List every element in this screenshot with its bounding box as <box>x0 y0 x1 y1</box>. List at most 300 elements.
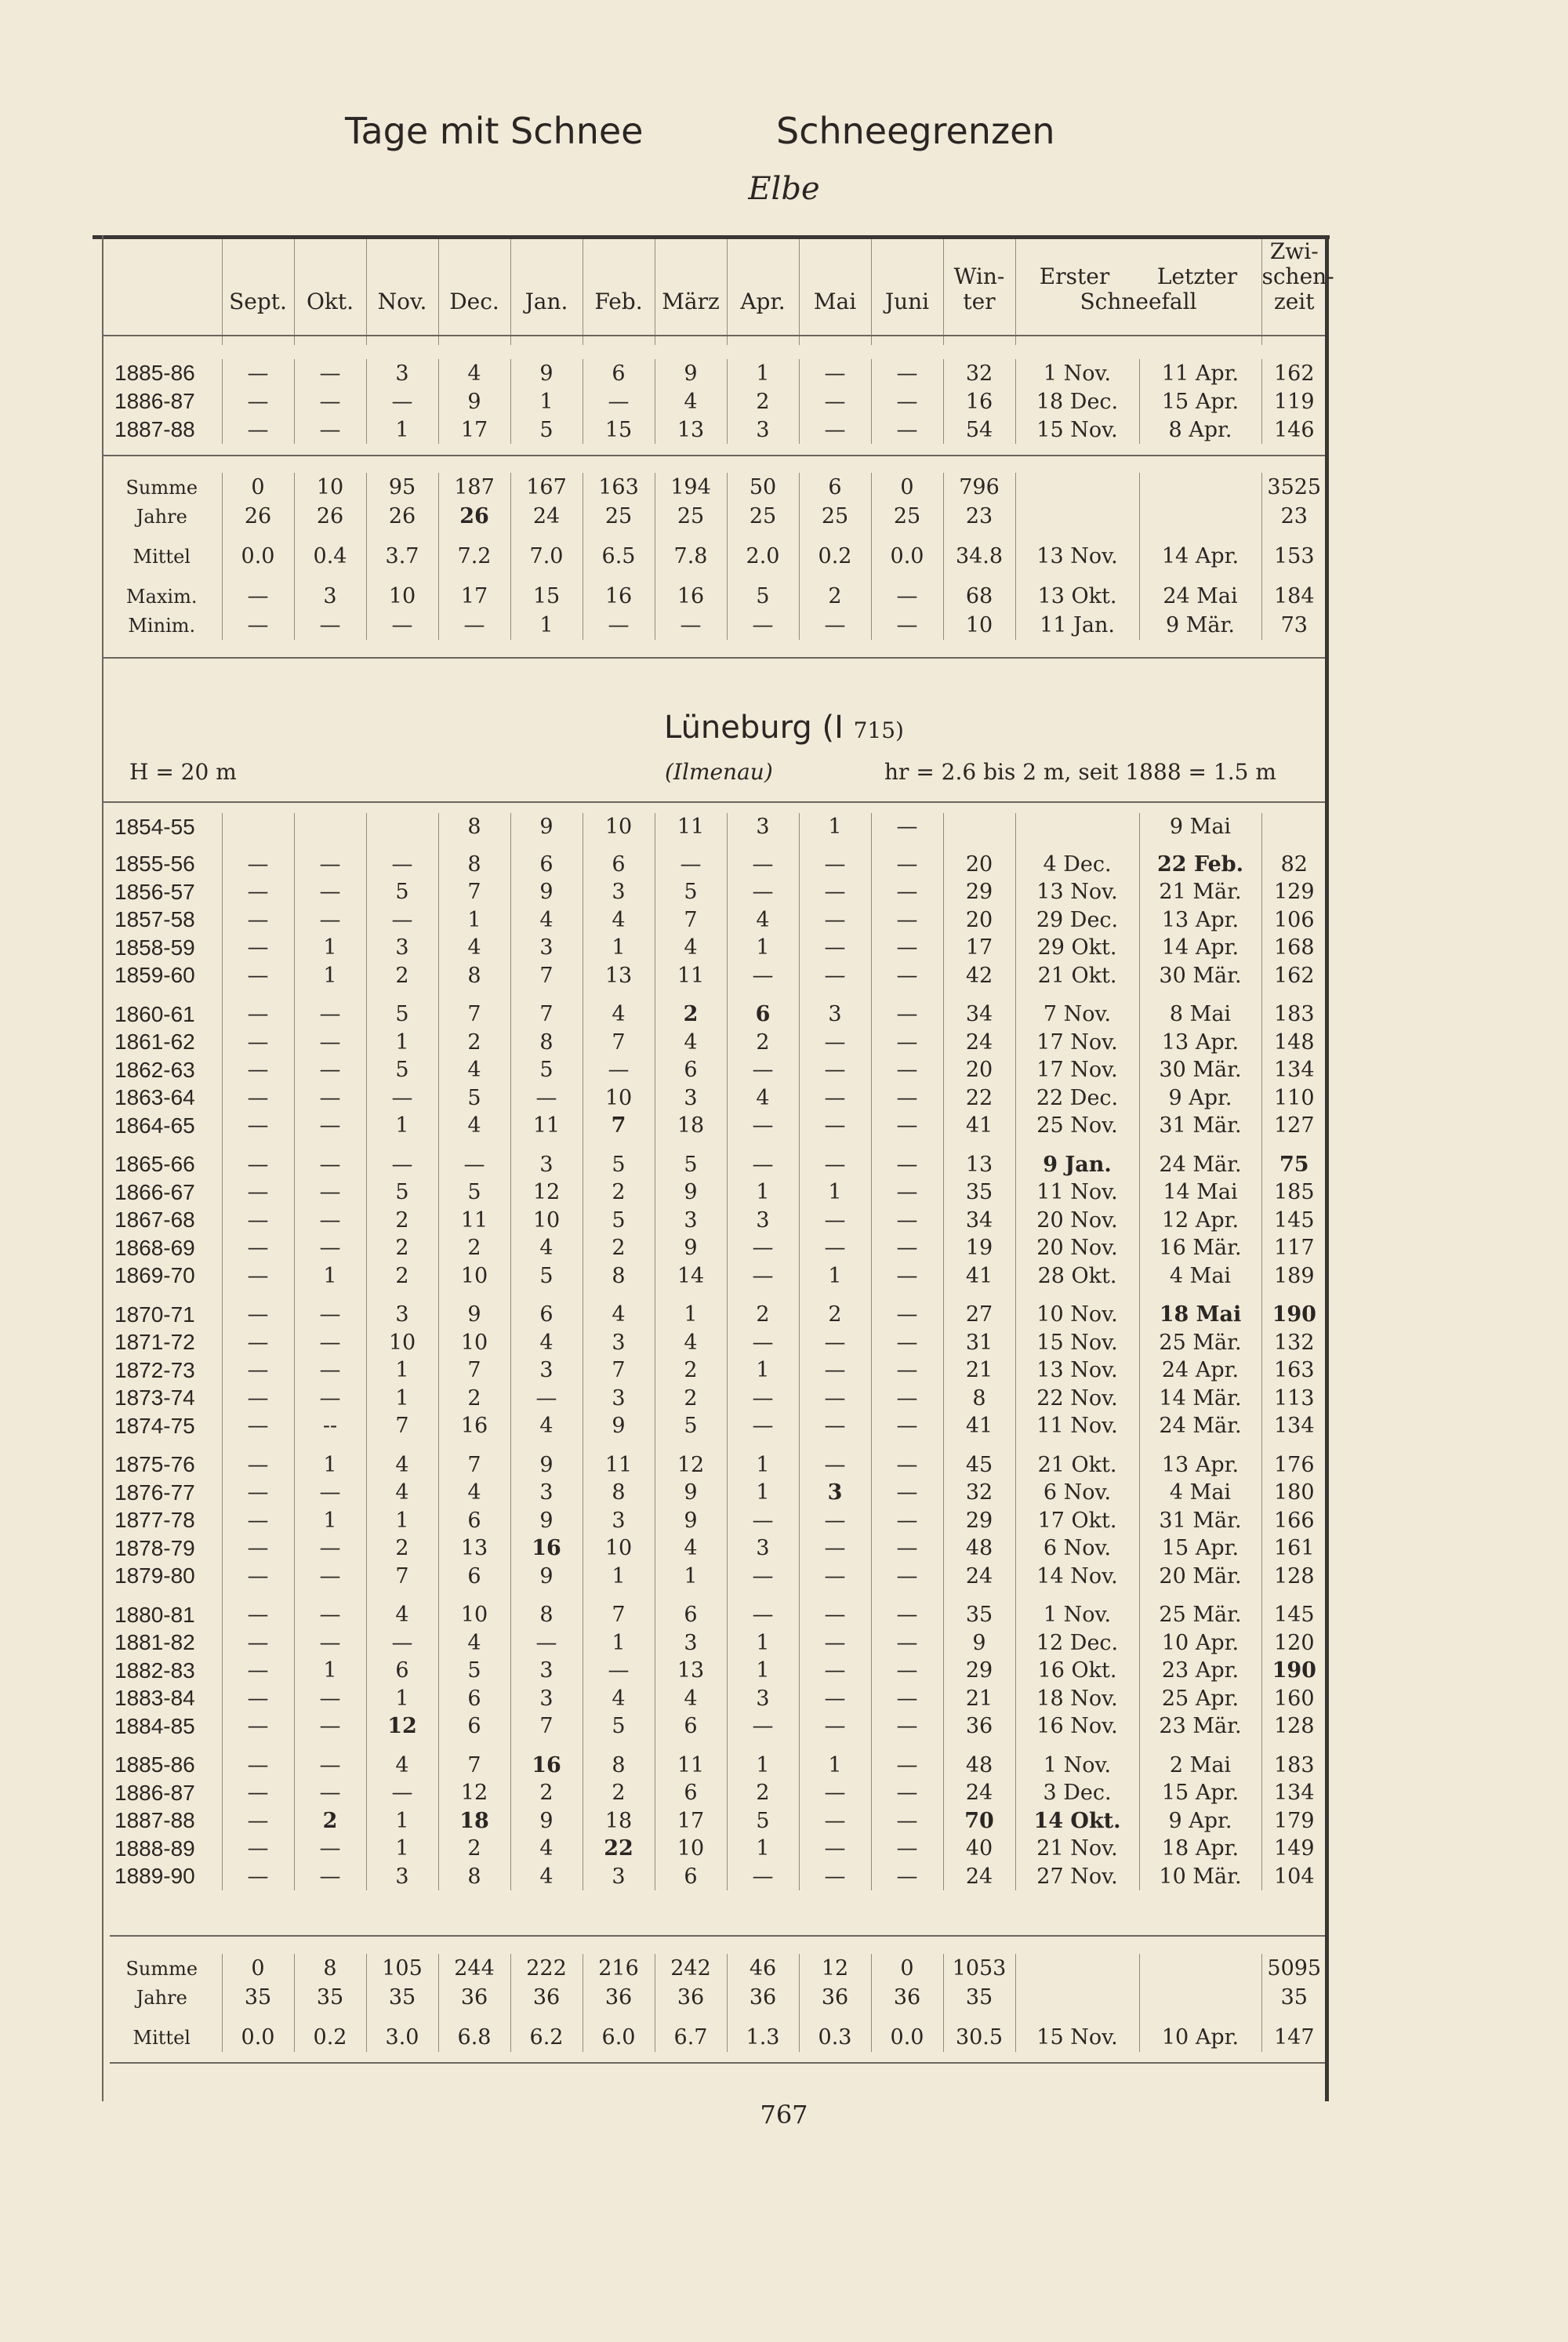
elbe-summary-rule <box>102 657 1325 659</box>
cell-first-snow: 6 Nov. <box>1015 1479 1139 1507</box>
cell-first-snow: 21 Okt. <box>1015 962 1139 990</box>
cell-last-snow: 2 Mai <box>1139 1752 1261 1780</box>
cell-apr: — <box>727 1412 799 1440</box>
cell-jan: 9 <box>510 1807 583 1835</box>
cell-maerz: 7.8 <box>655 542 727 571</box>
cell-okt: — <box>294 1563 366 1591</box>
cell-nov: 3 <box>366 359 438 387</box>
cell-jan: 9 <box>510 1507 583 1535</box>
cell-nov: — <box>366 1151 438 1179</box>
cell-winter: 70 <box>943 1807 1015 1835</box>
cell-nov: 3.7 <box>366 542 438 571</box>
cell-okt: 1 <box>294 1262 366 1291</box>
cell-sept: — <box>222 962 294 990</box>
cell-juni: — <box>871 1207 943 1235</box>
cell-juni: — <box>871 1385 943 1413</box>
header-okt: Okt. <box>294 239 366 345</box>
cell-apr: 1 <box>727 359 799 387</box>
cell-nov: 2 <box>366 1234 438 1262</box>
cell-year: 1888-89 <box>114 1835 195 1861</box>
cell-jan: 16 <box>510 1752 583 1780</box>
cell-year: 1880-81 <box>114 1602 195 1627</box>
cell-jan: 4 <box>510 1234 583 1262</box>
header-year <box>102 239 222 345</box>
cell-apr: 3 <box>727 416 799 444</box>
cell-juni: — <box>871 1084 943 1113</box>
cell-jan: 4 <box>510 1329 583 1357</box>
table-row <box>102 359 1327 387</box>
cell-sept: 0.0 <box>222 2023 294 2052</box>
cell-jan: 15 <box>510 582 583 611</box>
cell-year: 1883-84 <box>114 1686 195 1711</box>
cell-sept: — <box>222 1385 294 1413</box>
cell-mai: — <box>799 1807 871 1835</box>
cell-apr: 50 <box>727 473 799 502</box>
cell-apr: 3 <box>727 1534 799 1563</box>
cell-winter: 34.8 <box>943 542 1015 571</box>
cell-last-snow: 21 Mär. <box>1139 878 1261 906</box>
cell-sept: — <box>222 1601 294 1629</box>
cell-last-snow: 22 Feb. <box>1139 851 1261 879</box>
cell-feb: 2 <box>583 1779 655 1807</box>
cell-first-snow: 4 Dec. <box>1015 851 1139 879</box>
cell-dec: 10 <box>438 1601 510 1629</box>
cell-dec: 4 <box>438 359 510 387</box>
cell-interval: 183 <box>1261 1752 1327 1780</box>
cell-last-snow: 12 Apr. <box>1139 1207 1261 1235</box>
cell-interval: 190 <box>1261 1657 1327 1685</box>
cell-nov: 2 <box>366 1262 438 1291</box>
cell-last-snow: 24 Mär. <box>1139 1151 1261 1179</box>
cell-apr: 1 <box>727 1479 799 1507</box>
cell-maerz: 9 <box>655 1479 727 1507</box>
cell-mai: — <box>799 1534 871 1563</box>
table-row <box>102 473 1327 502</box>
cell-mai: — <box>799 1029 871 1057</box>
cell-first-snow: 15 Nov. <box>1015 2023 1139 2052</box>
cell-dec: 8 <box>438 813 510 841</box>
cell-juni: — <box>871 1029 943 1057</box>
cell-last-snow: 14 Mai <box>1139 1178 1261 1207</box>
cell-year: 1866-67 <box>114 1179 195 1204</box>
cell-apr: — <box>727 1507 799 1535</box>
cell-sept: — <box>222 1629 294 1658</box>
cell-dec: 4 <box>438 1479 510 1507</box>
cell-winter: 35 <box>943 1983 1015 2012</box>
cell-dec: 18 <box>438 1807 510 1835</box>
cell-feb: 6 <box>583 359 655 387</box>
cell-dec: 26 <box>438 502 510 531</box>
cell-okt: — <box>294 1178 366 1207</box>
cell-apr: 1 <box>727 1835 799 1863</box>
cell-sept: — <box>222 1752 294 1780</box>
cell-maerz: 5 <box>655 1151 727 1179</box>
cell-dec: 12 <box>438 1779 510 1807</box>
cell-feb: 3 <box>583 1329 655 1357</box>
cell-jan: 10 <box>510 1207 583 1235</box>
cell-last-snow: 15 Apr. <box>1139 1779 1261 1807</box>
cell-nov: 1 <box>366 416 438 444</box>
cell-okt: 1 <box>294 1451 366 1480</box>
cell-dec: 10 <box>438 1329 510 1357</box>
cell-first-snow: 3 Dec. <box>1015 1779 1139 1807</box>
cell-winter: 36 <box>943 1712 1015 1741</box>
cell-okt: 0.2 <box>294 2023 366 2052</box>
cell-apr: — <box>727 1112 799 1140</box>
cell-okt: 8 <box>294 1954 366 1983</box>
table-row <box>102 851 1327 879</box>
cell-jan: 5 <box>510 1056 583 1084</box>
cell-first-snow: 11 Jan. <box>1015 611 1139 640</box>
cell-first-snow: 27 Nov. <box>1015 1863 1139 1891</box>
cell-juni: — <box>871 1779 943 1807</box>
cell-jan: 7 <box>510 962 583 990</box>
lueneburg-bottom-rule <box>110 2062 1325 2064</box>
cell-year: 1856-57 <box>114 879 195 904</box>
cell-feb: 15 <box>583 416 655 444</box>
cell-okt: — <box>294 1029 366 1057</box>
title-snow-days: Tage mit Schnee <box>345 110 644 152</box>
cell-mai: 1 <box>799 1178 871 1207</box>
cell-mai: — <box>799 1207 871 1235</box>
cell-sept: — <box>222 1863 294 1891</box>
cell-dec: 9 <box>438 387 510 416</box>
cell-juni: — <box>871 359 943 387</box>
cell-juni: — <box>871 1685 943 1713</box>
table-row <box>102 1954 1327 1983</box>
cell-nov: 2 <box>366 962 438 990</box>
cell-maerz: 16 <box>655 582 727 611</box>
cell-feb: 22 <box>583 1835 655 1863</box>
cell-maerz: 194 <box>655 473 727 502</box>
cell-maerz: 25 <box>655 502 727 531</box>
table-row <box>102 1563 1327 1591</box>
cell-apr: — <box>727 1329 799 1357</box>
cell-first-snow: 13 Nov. <box>1015 1356 1139 1385</box>
cell-sept: — <box>222 1412 294 1440</box>
cell-feb: 5 <box>583 1151 655 1179</box>
cell-last-snow: 30 Mär. <box>1139 962 1261 990</box>
cell-sept: — <box>222 611 294 640</box>
table-row <box>102 502 1327 531</box>
cell-winter: 20 <box>943 851 1015 879</box>
cell-last-snow: 25 Apr. <box>1139 1685 1261 1713</box>
cell-maerz: 13 <box>655 416 727 444</box>
cell-interval: 162 <box>1261 962 1327 990</box>
cell-juni: — <box>871 1507 943 1535</box>
cell-year: 1873-74 <box>114 1385 195 1411</box>
cell-dec: 17 <box>438 416 510 444</box>
cell-year: 1885-86 <box>114 361 195 385</box>
cell-jan: 4 <box>510 906 583 935</box>
cell-first-snow: 13 Nov. <box>1015 542 1139 571</box>
cell-sept: — <box>222 934 294 962</box>
cell-interval: 127 <box>1261 1112 1327 1140</box>
cell-dec: 36 <box>438 1983 510 2012</box>
cell-juni: 36 <box>871 1983 943 2012</box>
cell-nov: 3 <box>366 934 438 962</box>
cell-year: 1872-73 <box>114 1357 195 1382</box>
cell-last-snow: 24 Mär. <box>1139 1412 1261 1440</box>
cell-last-snow: 4 Mai <box>1139 1262 1261 1291</box>
cell-juni: — <box>871 1234 943 1262</box>
cell-okt: -- <box>294 1412 366 1440</box>
cell-mai: 0.3 <box>799 2023 871 2052</box>
elbe-data-table <box>102 359 1327 444</box>
cell-jan: 3 <box>510 934 583 962</box>
cell-nov: 4 <box>366 1752 438 1780</box>
cell-dec: 187 <box>438 473 510 502</box>
cell-juni: — <box>871 1000 943 1029</box>
cell-okt: — <box>294 1685 366 1713</box>
cell-apr: 36 <box>727 1983 799 2012</box>
cell-first-snow: 1 Nov. <box>1015 1752 1139 1780</box>
table-row <box>102 1000 1327 1029</box>
cell-apr: 3 <box>727 813 799 841</box>
cell-apr: — <box>727 962 799 990</box>
cell-juni: — <box>871 611 943 640</box>
cell-interval: 147 <box>1261 2023 1327 2052</box>
cell-last-snow <box>1139 502 1261 531</box>
cell-winter: 48 <box>943 1534 1015 1563</box>
cell-winter: 35 <box>943 1178 1015 1207</box>
cell-first-snow: 1 Nov. <box>1015 1601 1139 1629</box>
cell-mai: — <box>799 611 871 640</box>
cell-year: 1863-64 <box>114 1085 195 1110</box>
cell-okt: — <box>294 1712 366 1741</box>
cell-jan: 7.0 <box>510 542 583 571</box>
cell-sept: — <box>222 1479 294 1507</box>
cell-last-snow: 31 Mär. <box>1139 1112 1261 1140</box>
cell-dec: 2 <box>438 1835 510 1863</box>
cell-nov: 1 <box>366 1807 438 1835</box>
cell-nov: 5 <box>366 1000 438 1029</box>
cell-year: 1870-71 <box>114 1302 195 1327</box>
cell-juni: — <box>871 906 943 935</box>
cell-okt: — <box>294 1056 366 1084</box>
table-row <box>102 1507 1327 1535</box>
cell-mai: 3 <box>799 1479 871 1507</box>
cell-mai: — <box>799 1685 871 1713</box>
cell-year: 1860-61 <box>114 1001 195 1026</box>
cell-mai: — <box>799 1712 871 1741</box>
cell-first-snow: 22 Nov. <box>1015 1385 1139 1413</box>
header-rule <box>102 335 1325 336</box>
cell-jan: 9 <box>510 359 583 387</box>
cell-interval: 190 <box>1261 1301 1327 1329</box>
cell-last-snow <box>1139 473 1261 502</box>
cell-nov: 4 <box>366 1451 438 1480</box>
cell-okt: — <box>294 1752 366 1780</box>
cell-last-snow: 24 Apr. <box>1139 1356 1261 1385</box>
cell-apr: 1 <box>727 1629 799 1658</box>
cell-juni: — <box>871 1863 943 1891</box>
cell-apr: 2 <box>727 1779 799 1807</box>
cell-first-snow: 9 Jan. <box>1015 1151 1139 1179</box>
cell-mai: — <box>799 906 871 935</box>
cell-feb: 4 <box>583 1301 655 1329</box>
cell-okt: — <box>294 611 366 640</box>
page-heading <box>0 110 1568 165</box>
cell-sept: — <box>222 1712 294 1741</box>
cell-juni: — <box>871 1629 943 1658</box>
cell-apr: — <box>727 1234 799 1262</box>
cell-apr: 1 <box>727 1752 799 1780</box>
cell-maerz: 4 <box>655 934 727 962</box>
cell-winter: 27 <box>943 1301 1015 1329</box>
cell-okt: — <box>294 1863 366 1891</box>
cell-feb: 8 <box>583 1752 655 1780</box>
page-number: 767 <box>760 2100 808 2130</box>
cell-dec: 13 <box>438 1534 510 1563</box>
cell-winter: 20 <box>943 906 1015 935</box>
cell-jan: 3 <box>510 1151 583 1179</box>
table-row <box>102 1601 1327 1629</box>
cell-first-snow: 28 Okt. <box>1015 1262 1139 1291</box>
cell-last-snow: 8 Mai <box>1139 1000 1261 1029</box>
cell-nov: 105 <box>366 1954 438 1983</box>
cell-okt: — <box>294 851 366 879</box>
header-zwischenzeit: Zwi- schen- zeit <box>1261 239 1327 345</box>
cell-winter: 34 <box>943 1000 1015 1029</box>
cell-dec: 6 <box>438 1563 510 1591</box>
table-row <box>102 542 1327 571</box>
cell-feb: 16 <box>583 582 655 611</box>
cell-sept: 0 <box>222 473 294 502</box>
cell-apr: — <box>727 1151 799 1179</box>
cell-first-snow: 15 Nov. <box>1015 1329 1139 1357</box>
cell-year: 1884-85 <box>114 1713 195 1738</box>
cell-sept: — <box>222 1451 294 1480</box>
cell-maerz: 3 <box>655 1207 727 1235</box>
cell-last-snow: 10 Apr. <box>1139 1629 1261 1658</box>
cell-interval: 110 <box>1261 1084 1327 1113</box>
station-code: 715) <box>853 717 904 743</box>
cell-maerz: 11 <box>655 962 727 990</box>
cell-last-snow: 15 Apr. <box>1139 387 1261 416</box>
cell-juni: 0.0 <box>871 542 943 571</box>
cell-juni: — <box>871 1178 943 1207</box>
cell-dec: 17 <box>438 582 510 611</box>
cell-interval: 189 <box>1261 1262 1327 1291</box>
cell-last-snow: 13 Apr. <box>1139 906 1261 935</box>
cell-jan: 7 <box>510 1712 583 1741</box>
cell-maerz: 17 <box>655 1807 727 1835</box>
cell-last-snow: 25 Mär. <box>1139 1601 1261 1629</box>
table-row <box>102 1207 1327 1235</box>
header-feb: Feb. <box>583 239 655 345</box>
cell-winter: 23 <box>943 502 1015 531</box>
cell-sept: 35 <box>222 1983 294 2012</box>
cell-maerz: — <box>655 611 727 640</box>
cell-interval: 73 <box>1261 611 1327 640</box>
cell-feb: 4 <box>583 1000 655 1029</box>
elbe-rule <box>102 455 1325 456</box>
cell-dec: 4 <box>438 1629 510 1658</box>
cell-year: Maxim. <box>126 585 198 608</box>
cell-juni: — <box>871 1301 943 1329</box>
cell-dec: 9 <box>438 1301 510 1329</box>
cell-sept: — <box>222 1563 294 1591</box>
cell-last-snow: 23 Apr. <box>1139 1657 1261 1685</box>
cell-okt: — <box>294 1112 366 1140</box>
cell-nov: 5 <box>366 1056 438 1084</box>
table-row <box>102 2023 1327 2052</box>
cell-sept: — <box>222 1056 294 1084</box>
cell-interval: 160 <box>1261 1685 1327 1713</box>
cell-winter: 35 <box>943 1601 1015 1629</box>
cell-feb: 8 <box>583 1262 655 1291</box>
cell-sept: — <box>222 906 294 935</box>
lueneburg-summary-table <box>102 1954 1327 2052</box>
cell-apr: 2.0 <box>727 542 799 571</box>
cell-okt: — <box>294 1000 366 1029</box>
cell-last-snow: 9 Apr. <box>1139 1807 1261 1835</box>
cell-interval: 168 <box>1261 934 1327 962</box>
cell-okt: — <box>294 1629 366 1658</box>
cell-first-snow: 13 Nov. <box>1015 878 1139 906</box>
cell-first-snow: 17 Okt. <box>1015 1507 1139 1535</box>
cell-last-snow: 11 Apr. <box>1139 359 1261 387</box>
cell-first-snow: 11 Nov. <box>1015 1178 1139 1207</box>
cell-okt: — <box>294 1835 366 1863</box>
cell-juni: — <box>871 934 943 962</box>
cell-year: 1886-87 <box>114 1780 195 1805</box>
cell-winter: 68 <box>943 582 1015 611</box>
cell-first-snow: 11 Nov. <box>1015 1412 1139 1440</box>
table-row <box>102 1712 1327 1741</box>
cell-okt: — <box>294 1601 366 1629</box>
cell-okt: 35 <box>294 1983 366 2012</box>
table-row <box>102 1657 1327 1685</box>
cell-juni: — <box>871 1479 943 1507</box>
cell-juni: — <box>871 387 943 416</box>
row-gap <box>102 571 1327 582</box>
cell-jan: 3 <box>510 1685 583 1713</box>
cell-dec: 8 <box>438 962 510 990</box>
cell-juni: — <box>871 582 943 611</box>
table-row <box>102 878 1327 906</box>
cell-feb: 5 <box>583 1207 655 1235</box>
cell-nov: 35 <box>366 1983 438 2012</box>
cell-nov: — <box>366 1629 438 1658</box>
cell-mai: — <box>799 1356 871 1385</box>
cell-feb: 5 <box>583 1712 655 1741</box>
row-gap <box>102 841 1327 851</box>
cell-winter: 21 <box>943 1356 1015 1385</box>
cell-juni: — <box>871 1356 943 1385</box>
cell-nov <box>366 813 438 841</box>
cell-sept: — <box>222 1329 294 1357</box>
cell-winter: 29 <box>943 878 1015 906</box>
cell-feb: 6.0 <box>583 2023 655 2052</box>
cell-dec: 4 <box>438 1056 510 1084</box>
row-gap <box>102 1741 1327 1752</box>
cell-dec: 6 <box>438 1685 510 1713</box>
cell-sept: — <box>222 1507 294 1535</box>
cell-winter: 29 <box>943 1657 1015 1685</box>
cell-first-snow: 7 Nov. <box>1015 1000 1139 1029</box>
cell-sept: — <box>222 878 294 906</box>
cell-feb: 8 <box>583 1479 655 1507</box>
cell-dec: 7.2 <box>438 542 510 571</box>
cell-okt: 3 <box>294 582 366 611</box>
cell-jan: 167 <box>510 473 583 502</box>
cell-jan: 8 <box>510 1601 583 1629</box>
cell-mai: — <box>799 387 871 416</box>
table-row <box>102 1356 1327 1385</box>
cell-nov: 5 <box>366 1178 438 1207</box>
